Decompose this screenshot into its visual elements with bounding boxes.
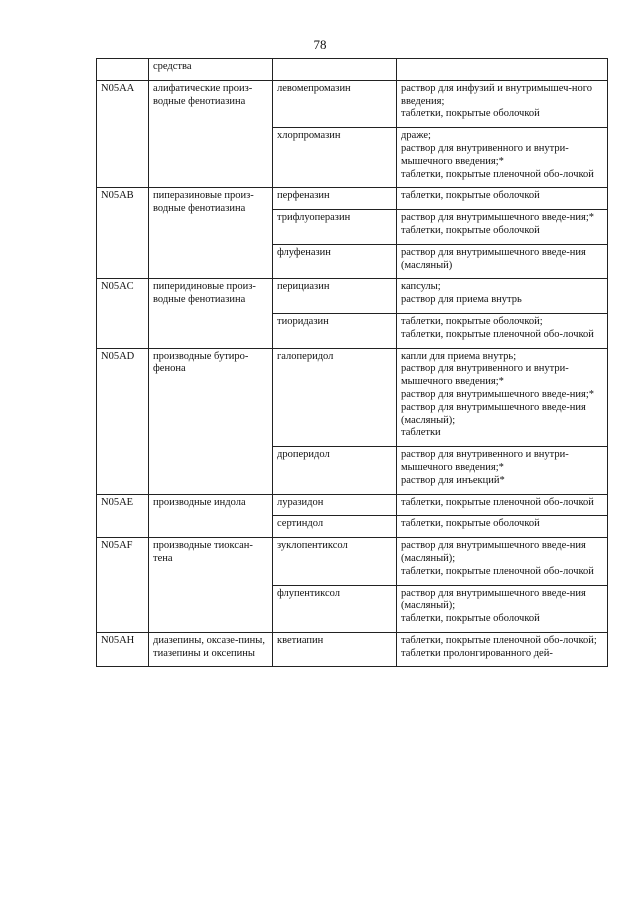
drug-name: луразидон — [273, 494, 397, 516]
dosage-form: раствор для внутримышечного введе-ния (масляный); — [401, 587, 586, 612]
drug-group: пиперидиновые произ-водные фенотиазина — [149, 279, 273, 348]
drug-name: флуфеназин — [273, 244, 397, 279]
drug-group: алифатические произ-водные фенотиазина — [149, 80, 273, 188]
dosage-forms — [397, 632, 608, 667]
dosage-form: таблетки, покрытые пленочной обо-лочкой; — [401, 634, 597, 646]
dosage-form: раствор для внутримышечного введе-ния;* — [401, 388, 594, 400]
dosage-forms — [397, 279, 608, 314]
table-row — [97, 494, 608, 516]
drug-name: флупентиксол — [273, 585, 397, 632]
drug-name: перициазин — [273, 279, 397, 314]
drug-name: дроперидол — [273, 447, 397, 494]
dosage-forms — [397, 210, 608, 245]
table-row — [97, 632, 608, 667]
dosage-forms — [397, 80, 608, 127]
atc-code: N05AC — [97, 279, 149, 348]
dosage-form: таблетки, покрытые оболочкой — [401, 108, 540, 120]
dosage-form: драже; — [401, 130, 431, 142]
dosage-form: таблетки, покрытые пленочной обо-лочкой — [401, 565, 594, 577]
dosage-forms — [397, 244, 608, 279]
atc-code — [97, 59, 149, 81]
table-row — [97, 80, 608, 127]
drug-group: средства — [149, 59, 273, 81]
drug-name: галоперидол — [273, 348, 397, 447]
dosage-form: таблетки пролонгированного дей- — [401, 647, 553, 659]
table-row — [97, 279, 608, 314]
dosage-form: таблетки, покрытые оболочкой — [401, 613, 540, 625]
dosage-form: раствор для внутримышечного введе-ния (масляный); — [401, 401, 586, 426]
dosage-form: таблетки, покрытые оболочкой — [401, 224, 540, 236]
dosage-form: раствор для внутривенного и внутри-мышечного введения;* — [401, 142, 569, 167]
dosage-form: раствор для внутривенного и внутри-мышечного введения;* — [401, 449, 569, 473]
dosage-forms — [397, 59, 608, 81]
drug-group: производные тиоксан-тена — [149, 538, 273, 633]
dosage-form: раствор для приема внутрь — [401, 294, 522, 306]
dosage-forms — [397, 516, 608, 538]
drug-name: тиоридазин — [273, 313, 397, 348]
dosage-forms — [397, 348, 608, 447]
table-row — [97, 188, 608, 210]
drug-name: хлорпромазин — [273, 128, 397, 188]
dosage-form: таблетки, покрытые оболочкой — [401, 190, 540, 202]
atc-code: N05AE — [97, 494, 149, 538]
drug-name: кветиапин — [273, 632, 397, 667]
drug-group: диазепины, оксазе-пины, тиазепины и оксепины — [149, 632, 273, 667]
atc-code: N05AA — [97, 80, 149, 188]
dosage-form: раствор для внутривенного и внутри-мышечного введения;* — [401, 363, 569, 388]
drug-name: перфеназин — [273, 188, 397, 210]
drug-name: сертиндол — [273, 516, 397, 538]
dosage-form: таблетки, покрытые пленочной обо-лочкой — [401, 496, 594, 508]
dosage-forms — [397, 447, 608, 494]
dosage-forms — [397, 188, 608, 210]
dosage-form: раствор для внутримышечного введе-ния;* — [401, 212, 594, 224]
atc-code: N05AF — [97, 538, 149, 633]
dosage-form: таблетки, покрытые пленочной обо-лочкой — [401, 168, 594, 180]
drug-name: зуклопентиксол — [273, 538, 397, 585]
drug-name — [273, 59, 397, 81]
dosage-form: раствор для внутримышечного введе-ния (масляный) — [401, 246, 586, 271]
page-number: 78 — [313, 37, 327, 52]
dosage-forms — [397, 494, 608, 516]
dosage-form: капсулы; — [401, 281, 441, 293]
dosage-form: раствор для инфузий и внутримышеч-ного введения; — [401, 82, 593, 107]
atc-code: N05AH — [97, 632, 149, 667]
dosage-form: таблетки, покрытые пленочной обо-лочкой — [401, 328, 594, 340]
drug-name: трифлуоперазин — [273, 210, 397, 245]
drug-table — [96, 58, 608, 667]
dosage-forms — [397, 128, 608, 188]
dosage-forms — [397, 585, 608, 632]
drug-group: пиперазиновые произ-водные фенотиазина — [149, 188, 273, 279]
drug-group: производные индола — [149, 494, 273, 538]
dosage-form: раствор для внутримышечного введе-ния (масляный); — [401, 540, 586, 564]
atc-code: N05AD — [97, 348, 149, 494]
drug-name: левомепромазин — [273, 80, 397, 127]
dosage-form: таблетки, покрытые оболочкой — [401, 518, 540, 530]
drug-group: производные бутиро-фенона — [149, 348, 273, 494]
dosage-form: таблетки — [401, 427, 441, 439]
table-row — [97, 59, 608, 81]
atc-code: N05AB — [97, 188, 149, 279]
dosage-form: таблетки, покрытые оболочкой; — [401, 315, 543, 327]
dosage-forms — [397, 538, 608, 585]
table-row — [97, 538, 608, 585]
table-row — [97, 348, 608, 447]
dosage-form: капли для приема внутрь; — [401, 350, 517, 362]
dosage-form: раствор для инъекций* — [401, 474, 505, 486]
dosage-forms — [397, 313, 608, 348]
